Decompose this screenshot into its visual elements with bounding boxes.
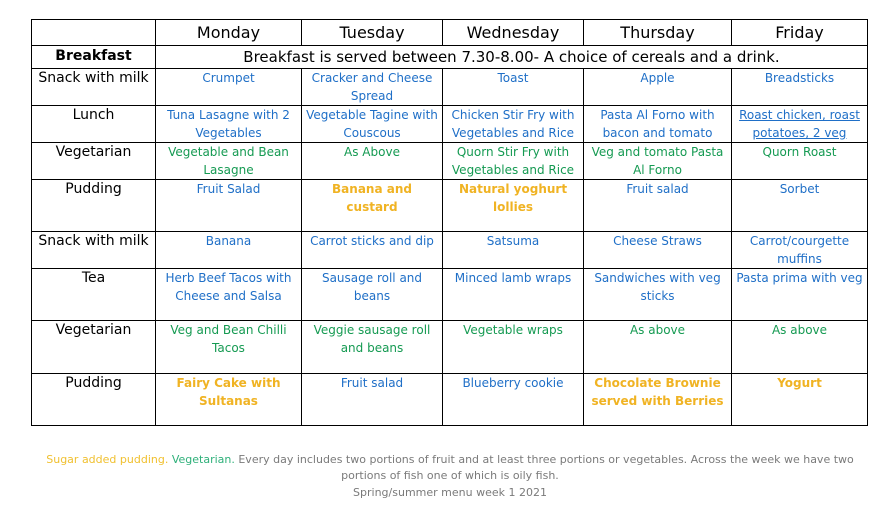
day-header-friday: Friday (732, 20, 868, 46)
meal-row-pudding-1 (32, 180, 868, 232)
menu-cell: Fruit salad (302, 374, 443, 426)
row-label: Snack with milk (32, 69, 156, 106)
legend-vegetarian: Vegetarian. (171, 453, 235, 466)
menu-cell: Apple (584, 69, 732, 106)
meal-row-pudding-2 (32, 374, 868, 426)
menu-cell: Chicken Stir Fry with Vegetables and Rice (443, 106, 584, 143)
day-header-tuesday: Tuesday (302, 20, 443, 46)
meal-row-snack-1 (32, 69, 868, 106)
menu-table (31, 19, 868, 426)
menu-cell: Banana (156, 232, 302, 269)
day-header-monday: Monday (156, 20, 302, 46)
menu-cell: Carrot sticks and dip (302, 232, 443, 269)
menu-cell-text: Pasta Al Forno with bacon and tomato (600, 108, 715, 140)
menu-cell: Natural yoghurt lollies (443, 180, 584, 232)
menu-cell: Veggie sausage roll and beans (302, 321, 443, 374)
menu-cell: Chocolate Brownie served with Berries (584, 374, 732, 426)
footer-note-text: Every day includes two portions of fruit and at least three portions or vegetables. Across the week we have two portions of fish one of which is oily fish. (238, 453, 854, 482)
menu-cell: Vegetable and Bean Lasagne (156, 143, 302, 180)
row-label: Pudding (32, 374, 156, 426)
menu-cell: Vegetable Tagine with Couscous (302, 106, 443, 143)
menu-week-title: Spring/summer menu week 1 2021 (353, 486, 547, 499)
menu-cell: Veg and tomato Pasta Al Forno (584, 143, 732, 180)
menu-cell: As above (732, 321, 868, 374)
row-label: Tea (32, 269, 156, 321)
menu-cell: Yogurt (732, 374, 868, 426)
meal-row-lunch (32, 106, 868, 143)
menu-cell: Cheese Straws (584, 232, 732, 269)
row-label: Vegetarian (32, 143, 156, 180)
legend-sugar: Sugar added pudding. (46, 453, 169, 466)
menu-cell: As Above (302, 143, 443, 180)
row-label: Vegetarian (32, 321, 156, 374)
menu-cell-roast-chicken (732, 106, 868, 143)
menu-cell: Minced lamb wraps (443, 269, 584, 321)
menu-cell: Pasta prima with veg (732, 269, 868, 321)
menu-cell: Quorn Roast (732, 143, 868, 180)
menu-cell: Herb Beef Tacos with Cheese and Salsa (156, 269, 302, 321)
menu-cell: Toast (443, 69, 584, 106)
menu-cell: Quorn Stir Fry with Vegetables and Rice (443, 143, 584, 180)
breakfast-row (32, 46, 868, 69)
meal-row-vegetarian-2 (32, 321, 868, 374)
menu-cell: Fairy Cake with Sultanas (156, 374, 302, 426)
row-label: Lunch (32, 106, 156, 143)
menu-cell: Crumpet (156, 69, 302, 106)
meal-row-vegetarian-1 (32, 143, 868, 180)
breakfast-text: Breakfast is served between 7.30-8.00- A choice of cereals and a drink. (156, 46, 868, 69)
row-label-breakfast: Breakfast (32, 46, 156, 69)
menu-cell: As above (584, 321, 732, 374)
menu-cell: Tuna Lasagne with 2 Vegetables (156, 106, 302, 143)
row-label: Pudding (32, 180, 156, 232)
menu-cell: Blueberry cookie (443, 374, 584, 426)
menu-cell: Fruit Salad (156, 180, 302, 232)
meal-row-tea (32, 269, 868, 321)
menu-cell: Banana and custard (302, 180, 443, 232)
menu-cell-text: Roast chicken, roast potatoes, 2 veg (739, 108, 860, 140)
menu-cell: Vegetable wraps (443, 321, 584, 374)
footer-note (40, 452, 860, 484)
menu-cell: Sausage roll and beans (302, 269, 443, 321)
meal-row-snack-2 (32, 232, 868, 269)
menu-cell: Satsuma (443, 232, 584, 269)
menu-cell: Sorbet (732, 180, 868, 232)
row-label: Snack with milk (32, 232, 156, 269)
day-header-wednesday: Wednesday (443, 20, 584, 46)
menu-cell: Cracker and Cheese Spread (302, 69, 443, 106)
day-header-thursday: Thursday (584, 20, 732, 46)
menu-cell: Sandwiches with veg sticks (584, 269, 732, 321)
menu-cell: Fruit salad (584, 180, 732, 232)
menu-cell: Carrot/courgette muffins (732, 232, 868, 269)
menu-cell: Veg and Bean Chilli Tacos (156, 321, 302, 374)
menu-cell-pasta-al-forno (584, 106, 732, 143)
day-header-row (32, 20, 868, 46)
corner-cell (32, 20, 156, 46)
menu-cell: Breadsticks (732, 69, 868, 106)
